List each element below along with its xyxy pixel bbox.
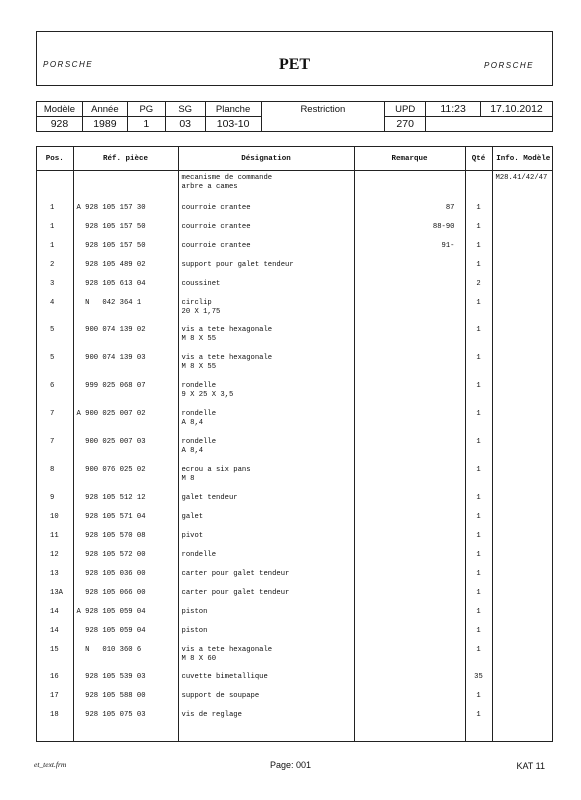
part-designation: vis a tete hexagonale M 8 X 55 — [178, 320, 354, 348]
part-reference: A 928 105 059 04 — [73, 602, 178, 621]
part-position: 12 — [37, 545, 73, 564]
part-quantity — [465, 171, 492, 198]
part-remark — [354, 705, 465, 724]
table-row — [37, 686, 553, 705]
part-reference: 928 105 066 00 — [73, 583, 178, 602]
part-quantity: 1 — [465, 526, 492, 545]
label-annee: Année — [82, 102, 127, 117]
table-row — [37, 255, 553, 274]
part-position: 3 — [37, 274, 73, 293]
part-remark — [354, 376, 465, 404]
part-position: 8 — [37, 460, 73, 488]
part-reference: 900 074 139 02 — [73, 320, 178, 348]
table-row — [37, 236, 553, 255]
table-row — [37, 274, 553, 293]
part-quantity: 1 — [465, 621, 492, 640]
part-position: 10 — [37, 507, 73, 526]
part-model-info — [492, 526, 553, 545]
part-position: 7 — [37, 432, 73, 460]
part-model-info — [492, 621, 553, 640]
part-remark — [354, 545, 465, 564]
value-planche: 103-10 — [205, 117, 261, 132]
part-position: 2 — [37, 255, 73, 274]
part-reference: 928 105 613 04 — [73, 274, 178, 293]
part-model-info — [492, 376, 553, 404]
table-row — [37, 640, 553, 667]
part-quantity: 1 — [465, 507, 492, 526]
table-filler-row — [37, 724, 553, 743]
part-remark — [354, 686, 465, 705]
part-model-info — [492, 404, 553, 432]
part-model-info — [492, 602, 553, 621]
part-designation: support de soupape — [178, 686, 354, 705]
part-model-info — [492, 686, 553, 705]
part-quantity: 1 — [465, 198, 492, 217]
part-designation: rondelle A 8,4 — [178, 404, 354, 432]
label-modele: Modèle — [37, 102, 83, 117]
table-row — [37, 583, 553, 602]
part-position — [37, 171, 73, 198]
empty-cell — [426, 117, 553, 132]
part-remark — [354, 460, 465, 488]
part-remark — [354, 667, 465, 686]
part-quantity: 1 — [465, 432, 492, 460]
table-row — [37, 545, 553, 564]
col-remarque: Remarque — [354, 147, 465, 171]
value-sg: 03 — [165, 117, 205, 132]
part-quantity: 1 — [465, 488, 492, 507]
part-quantity: 1 — [465, 255, 492, 274]
part-designation: rondelle A 8,4 — [178, 432, 354, 460]
part-quantity: 1 — [465, 404, 492, 432]
part-quantity: 1 — [465, 583, 492, 602]
part-reference: A 928 105 157 30 — [73, 198, 178, 217]
part-remark — [354, 488, 465, 507]
part-reference: 900 074 139 03 — [73, 348, 178, 376]
part-designation: galet tendeur — [178, 488, 354, 507]
part-remark: 87 — [354, 198, 465, 217]
part-reference: 928 105 075 03 — [73, 705, 178, 724]
part-quantity: 1 — [465, 460, 492, 488]
part-position: 17 — [37, 686, 73, 705]
part-model-info — [492, 255, 553, 274]
part-reference: 999 025 068 07 — [73, 376, 178, 404]
part-model-info: M28.41/42/47 — [495, 174, 548, 182]
part-remark: 88-90 — [354, 217, 465, 236]
part-designation: circlip 20 X 1,75 — [178, 293, 354, 320]
part-position: 14 — [37, 602, 73, 621]
porsche-logo-right: PORSCHE — [483, 61, 534, 70]
part-remark — [354, 583, 465, 602]
part-position: 6 — [37, 376, 73, 404]
part-remark — [354, 274, 465, 293]
part-remark — [354, 507, 465, 526]
document-header — [36, 31, 553, 86]
parts-table — [37, 147, 553, 742]
value-upd: 270 — [385, 117, 426, 132]
part-model-info — [492, 507, 553, 526]
part-remark — [354, 432, 465, 460]
part-reference: 928 105 512 12 — [73, 488, 178, 507]
part-reference: N 010 360 6 — [73, 640, 178, 667]
table-row — [37, 432, 553, 460]
part-model-info — [492, 488, 553, 507]
part-remark — [354, 293, 465, 320]
part-position: 15 — [37, 640, 73, 667]
part-reference: A 900 025 007 02 — [73, 404, 178, 432]
part-quantity: 2 — [465, 274, 492, 293]
part-quantity: 1 — [465, 348, 492, 376]
part-remark — [354, 348, 465, 376]
part-designation: ecrou a six pans M 8 — [178, 460, 354, 488]
part-model-info — [492, 274, 553, 293]
part-designation: support pour galet tendeur — [178, 255, 354, 274]
part-model-info — [492, 583, 553, 602]
footer-page-number: Page: 001 — [269, 760, 312, 770]
part-model-info — [492, 198, 553, 217]
part-quantity: 1 — [465, 705, 492, 724]
col-info: Info. Modèle — [492, 147, 553, 171]
parts-header-row — [37, 147, 553, 171]
part-designation: rondelle 9 X 25 X 3,5 — [178, 376, 354, 404]
part-position: 7 — [37, 404, 73, 432]
part-model-info — [492, 640, 553, 667]
part-quantity: 1 — [465, 217, 492, 236]
part-quantity: 1 — [465, 376, 492, 404]
table-row — [37, 460, 553, 488]
table-row — [37, 293, 553, 320]
part-reference: 928 105 570 08 — [73, 526, 178, 545]
part-designation: cuvette bimetallique — [178, 667, 354, 686]
col-ref: Réf. pièce — [73, 147, 178, 171]
part-quantity: 1 — [465, 686, 492, 705]
print-date: 17.10.2012 — [481, 102, 553, 117]
part-designation: vis de reglage — [178, 705, 354, 724]
part-remark — [354, 320, 465, 348]
parts-list — [36, 146, 553, 742]
part-remark — [354, 602, 465, 621]
part-designation: carter pour galet tendeur — [178, 583, 354, 602]
part-remark — [354, 171, 465, 198]
part-model-info — [492, 564, 553, 583]
part-reference: 900 025 007 03 — [73, 432, 178, 460]
label-planche: Planche — [205, 102, 261, 117]
porsche-logo-left: PORSCHE — [43, 60, 94, 69]
part-designation: vis a tete hexagonale M 8 X 60 — [178, 640, 354, 667]
part-reference: N 042 364 1 — [73, 293, 178, 320]
part-remark — [354, 564, 465, 583]
table-row — [37, 348, 553, 376]
part-reference: 928 105 157 50 — [73, 217, 178, 236]
filler-cell — [37, 724, 73, 743]
part-model-info — [492, 348, 553, 376]
part-designation: coussinet — [178, 274, 354, 293]
footer-catalog: KAT 11 — [516, 761, 545, 771]
part-model-info — [492, 293, 553, 320]
table-row — [37, 404, 553, 432]
table-row — [37, 564, 553, 583]
part-reference: 928 105 571 04 — [73, 507, 178, 526]
part-position: 18 — [37, 705, 73, 724]
part-position: 11 — [37, 526, 73, 545]
filler-cell — [73, 724, 178, 743]
part-reference — [73, 171, 178, 198]
part-remark: 91- — [354, 236, 465, 255]
table-row — [37, 602, 553, 621]
part-quantity: 1 — [465, 564, 492, 583]
part-position: 1 — [37, 236, 73, 255]
part-designation: piston — [178, 602, 354, 621]
table-row — [37, 705, 553, 724]
table-row — [37, 217, 553, 236]
part-model-info — [492, 236, 553, 255]
table-row — [37, 621, 553, 640]
part-reference: 928 105 036 00 — [73, 564, 178, 583]
label-pg: PG — [127, 102, 165, 117]
label-upd: UPD — [385, 102, 426, 117]
col-qte: Qté — [465, 147, 492, 171]
part-remark — [354, 621, 465, 640]
part-designation: courroie crantee — [178, 217, 354, 236]
part-designation: pivot — [178, 526, 354, 545]
part-remark — [354, 255, 465, 274]
part-position: 13A — [37, 583, 73, 602]
part-position: 14 — [37, 621, 73, 640]
part-quantity: 35 — [465, 667, 492, 686]
filler-cell — [492, 724, 553, 743]
part-position: 5 — [37, 348, 73, 376]
part-model-info — [492, 320, 553, 348]
part-designation: courroie crantee — [178, 198, 354, 217]
filler-cell — [178, 724, 354, 743]
part-designation: piston — [178, 621, 354, 640]
footer-form-name: et_text.frm — [34, 760, 67, 769]
part-position: 16 — [37, 667, 73, 686]
label-restriction: Restriction — [261, 102, 385, 132]
part-position: 13 — [37, 564, 73, 583]
part-designation: courroie crantee — [178, 236, 354, 255]
part-quantity: 1 — [465, 320, 492, 348]
part-reference: 928 105 572 00 — [73, 545, 178, 564]
col-pos: Pos. — [37, 147, 73, 171]
part-model-info — [492, 545, 553, 564]
part-reference: 928 105 059 04 — [73, 621, 178, 640]
part-reference: 928 105 539 03 — [73, 667, 178, 686]
table-row — [37, 198, 553, 217]
part-designation: carter pour galet tendeur — [178, 564, 354, 583]
part-position: 1 — [37, 198, 73, 217]
part-model-info — [492, 432, 553, 460]
value-pg: 1 — [127, 117, 165, 132]
part-quantity: 1 — [465, 545, 492, 564]
part-model-info — [492, 667, 553, 686]
part-designation: rondelle — [178, 545, 354, 564]
table-row — [37, 376, 553, 404]
part-quantity: 1 — [465, 236, 492, 255]
table-row — [37, 171, 553, 198]
part-remark — [354, 640, 465, 667]
part-remark — [354, 526, 465, 545]
part-reference: 928 105 588 00 — [73, 686, 178, 705]
label-sg: SG — [165, 102, 205, 117]
table-row — [37, 507, 553, 526]
value-annee: 1989 — [82, 117, 127, 132]
part-quantity: 1 — [465, 602, 492, 621]
table-row — [37, 526, 553, 545]
part-designation: mecanisme de commande arbre a cames — [178, 171, 354, 198]
vehicle-info-table — [36, 101, 553, 132]
part-position: 1 — [37, 217, 73, 236]
table-row — [37, 320, 553, 348]
part-reference: 928 105 157 50 — [73, 236, 178, 255]
part-designation: galet — [178, 507, 354, 526]
part-quantity: 1 — [465, 293, 492, 320]
filler-cell — [465, 724, 492, 743]
part-position: 9 — [37, 488, 73, 507]
value-modele: 928 — [37, 117, 83, 132]
part-model-info — [492, 705, 553, 724]
table-row — [37, 667, 553, 686]
part-designation: vis a tete hexagonale M 8 X 55 — [178, 348, 354, 376]
part-reference: 900 076 025 02 — [73, 460, 178, 488]
col-designation: Désignation — [178, 147, 354, 171]
part-position: 5 — [37, 320, 73, 348]
part-quantity: 1 — [465, 640, 492, 667]
part-model-info — [492, 460, 553, 488]
table-row — [37, 488, 553, 507]
filler-cell — [354, 724, 465, 743]
print-time: 11:23 — [426, 102, 481, 117]
page-title: PET — [278, 56, 311, 73]
part-model-info — [492, 217, 553, 236]
part-reference: 928 105 489 02 — [73, 255, 178, 274]
part-position: 4 — [37, 293, 73, 320]
part-remark — [354, 404, 465, 432]
